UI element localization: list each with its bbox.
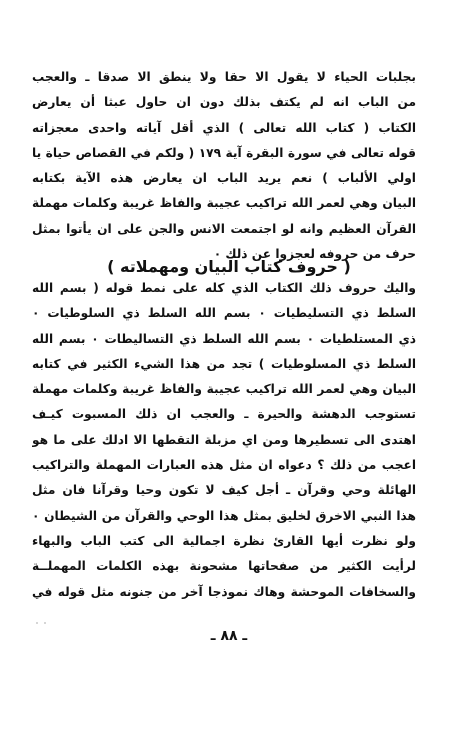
text-line: اهتدى الى تسطيرها ومن اي مزبلة التقطها الا ادلك على ما هو [32, 432, 416, 447]
text-line: السلط ذي المسلوطيات ) تجد من هذا الشيء الكثير في كتابه [32, 356, 416, 371]
text-line: قوله تعالى في سورة البقرة آية ١٧٩ ( ولكم في القصاص حياة يا [32, 145, 416, 160]
text-line: القرآن العظيم وانه لو اجتمعت الانس والجن على ان يأتوا بمثل [32, 221, 416, 236]
scan-speck [36, 622, 38, 624]
paragraph-2 [32, 276, 416, 605]
text-line: حرف من حروفه لعجزوا عن ذلك ٠ [213, 247, 416, 262]
text-line: الكتاب ( كتاب الله تعالى ) الذي أقل آياته واحدى معجزاته [32, 120, 416, 135]
text-line: البيان وهي لعمر الله تراكيب عجيبة والفاظ غريبة وكلمات مهملة [32, 196, 416, 211]
text-line: واليك حروف ذلك الكتاب الذي كله على نمط قوله ( بسم الله [32, 281, 416, 295]
paragraph-1 [32, 65, 416, 267]
text-line: اولي الألباب ) نعم يريد الباب ان يعارض هذه الآية بكتابه [32, 171, 416, 186]
scan-speck [44, 622, 46, 624]
text-line: من الباب انه لم يكتف بذلك دون ان حاول عبثا أن يعارض [32, 95, 416, 110]
text-line: لرأيت الكثير من صفحاتها مشحونة بهذه الكلمات المهملــة [32, 559, 416, 574]
text-line: اعجب من ذلك ؟ دعواه ان مثل هذه العبارات المهملة والتراكيب [32, 458, 416, 473]
text-line: الهائلة وحي وقرآن ـ أجل كيف لا تكون وحيا وقرآنا فان مثل [32, 483, 416, 498]
text-line: والسخافات الموحشة وهاك نموذجا آخر من جنونه مثل قوله في [32, 584, 416, 599]
page-number: ـ ٨٨ ـ [210, 628, 248, 644]
text-line: السلط ذي التسليطيات ٠ بسم الله السلط ذي السلوطيات ٠ [32, 306, 416, 321]
text-line: هذا النبي الاخرق لخليق بمثل هذا الوحي والقرآن من الشيطان ٠ [32, 508, 416, 523]
text-line: ولو نظرت أيها القارئ نظرة اجمالية الى كتب الباب والبهاء [32, 533, 416, 548]
text-line: ذي المستلطيات ٠ بسم الله السلط ذي التساليطات ٠ بسم الله [32, 331, 416, 346]
text-line: بجلبات الحياء لا يقول الا حقا ولا ينطق الا صدقا ـ والعجب [32, 70, 416, 84]
section-heading: ( حروف كتاب البيان ومهملاته ) [107, 257, 351, 276]
text-line: البيان وهي لعمر الله تراكيب عجيبة والفاظ غريبة وكلمات مهملة [32, 382, 416, 397]
text-line: تستوجب الدهشة والحيرة ـ والعجب ان ذلك المسبوت كيـف [32, 407, 416, 422]
